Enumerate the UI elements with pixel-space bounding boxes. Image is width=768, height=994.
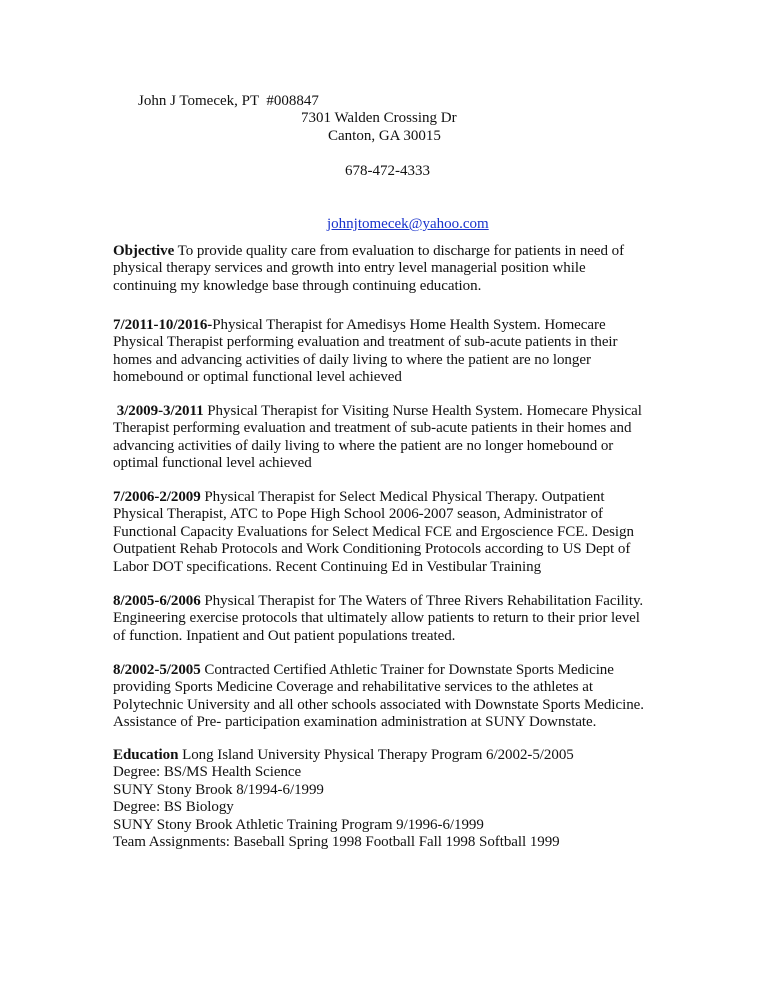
experience-text-line: optimal functional level achieved [113,455,312,472]
experience-text-line: Polytechnic University and all other schools associated with Downstate Sports Medicine. [113,696,644,713]
name-and-license: John J Tomecek, PT #008847 [138,93,319,109]
experience-dates: 8/2002-5/2005 [113,662,201,678]
objective-heading: Objective [113,243,175,259]
education-heading: Education [113,747,179,763]
experience-text-line: Physical Therapist for Select Medical Physical Therapy. Outpatient [200,489,605,505]
education-text-line: SUNY Stony Brook Athletic Training Program 9/1996-6/1999 [113,816,484,833]
education-text-line: Degree: BS Biology [113,799,234,816]
experience-text-line: Engineering exercise protocols that ultimately allow patients to return to their prior level [113,610,640,627]
experience-entry [113,403,658,473]
experience-text-line: Therapist performing evaluation and treatment of sub-acute patients in their homes and [113,420,632,437]
phone-number: 678-472-4333 [345,163,430,179]
experience-dates: 8/2005-6/2006 [113,593,201,609]
experience-text-line: homes and advancing activities of daily living to where the patient are no longer [113,351,591,368]
objective-text-line: continuing my knowledge base through continuing education. [113,277,482,294]
education-text-line: Degree: BS/MS Health Science [113,764,302,781]
experience-text-line: Physical Therapist for The Waters of Three Rivers Rehabilitation Facility. [200,593,644,609]
experience-text-line: Physical Therapist for Amedisys Home Health System. Homecare [212,317,606,333]
education-text-line: SUNY Stony Brook 8/1994-6/1999 [113,781,324,798]
objective-section [113,243,658,295]
experience-text-line: advancing activities of daily living to where the patient are no longer homebound or [113,437,614,454]
experience-text-line: Functional Capacity Evaluations for Select Medical FCE and Ergoscience FCE. Design [113,523,634,540]
education-section [113,747,658,851]
objective-text-line: To provide quality care from evaluation to discharge for patients in need of [174,243,625,259]
experience-dates: 7/2011-10/2016- [113,317,213,333]
experience-text-line: Labor DOT specifications. Recent Continuing Ed in Vestibular Training [113,558,542,575]
experience-entry [113,593,658,645]
experience-entry [113,489,658,576]
experience-text-line: homebound or optimal functional level achieved [113,369,402,386]
objective-text-line: physical therapy services and growth into entry level managerial position while [113,260,586,277]
experience-dates: 7/2006-2/2009 [113,489,201,505]
address-line-2: Canton, GA 30015 [328,128,441,144]
experience-text-line: Contracted Certified Athletic Trainer for Downstate Sports Medicine [200,662,614,678]
address-line-1: 7301 Walden Crossing Dr [301,110,457,126]
education-text-line: Long Island University Physical Therapy Program 6/2002-5/2005 [178,747,574,763]
experience-text-line: Physical Therapist for Visiting Nurse Health System. Homecare Physical [203,403,642,419]
experience-text-line: of function. Inpatient and Out patient populations treated. [113,627,456,644]
experience-dates: 3/2009-3/2011 [113,403,204,419]
experience-text-line: providing Sports Medicine Coverage and rehabilitative services to the athletes at [113,679,593,696]
experience-text-line: Outpatient Rehab Protocols and Work Conditioning Protocols according to US Dept of [113,541,631,558]
experience-entry [113,317,658,387]
experience-text-line: Physical Therapist, ATC to Pope High School 2006-2007 season, Administrator of [113,506,603,523]
email-link[interactable]: johnjtomecek@yahoo.com [327,216,489,232]
education-text-line: Team Assignments: Baseball Spring 1998 Football Fall 1998 Softball 1999 [113,834,560,851]
experience-text-line: Assistance of Pre- participation examination administration at SUNY Downstate. [113,714,597,731]
experience-text-line: Physical Therapist performing evaluation and treatment of sub-acute patients in their [113,334,618,351]
experience-entry [113,662,658,732]
